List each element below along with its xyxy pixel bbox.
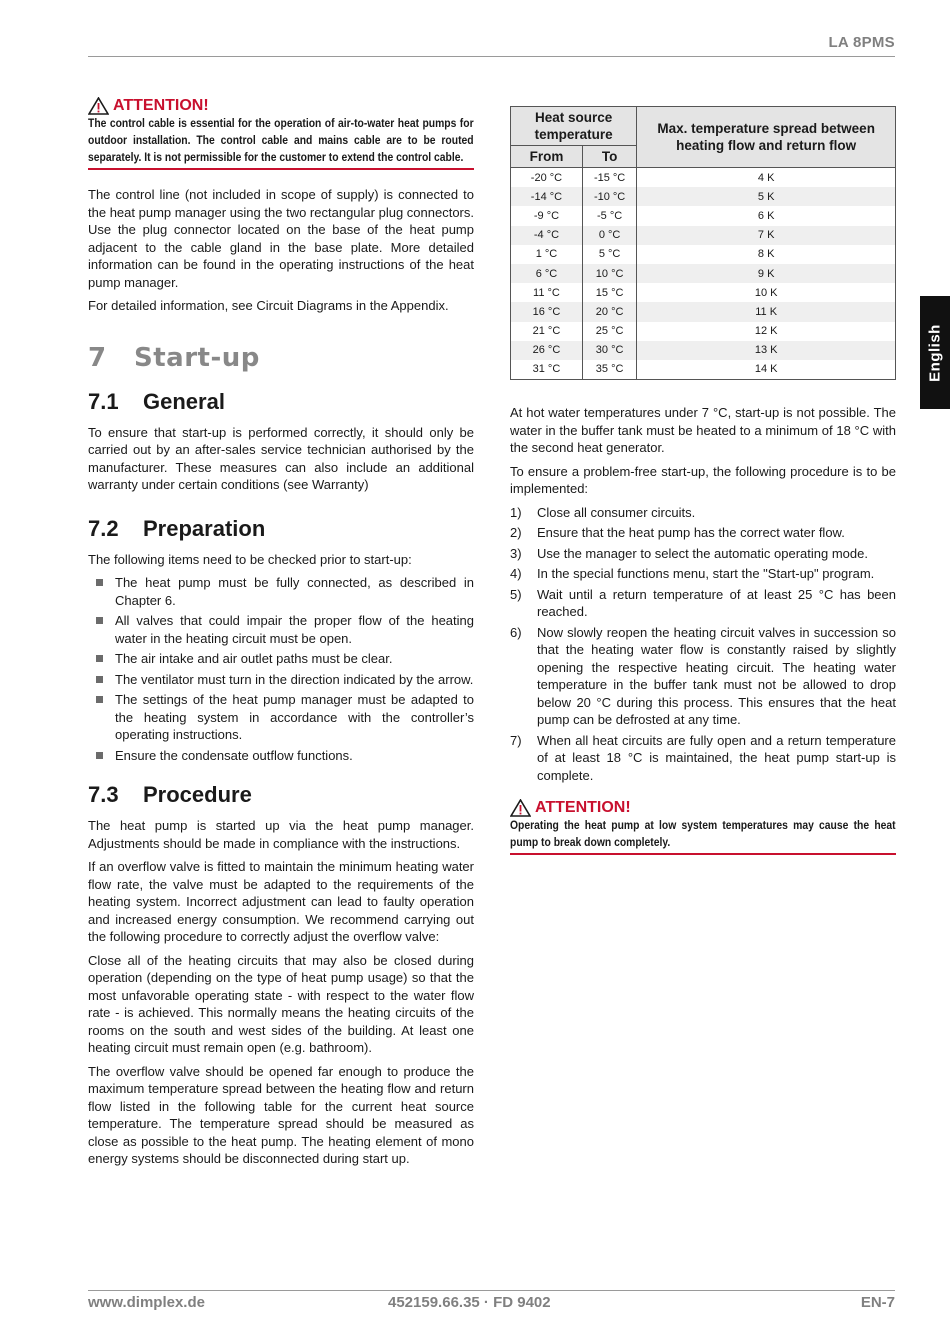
list-item-text: The air intake and air outlet paths must be clear.: [115, 651, 393, 666]
procedure-paragraph-1: The heat pump is started up via the heat pump manager. Adjustments should be made in compliance with the instructions.: [88, 818, 474, 851]
section-heading-preparation: [88, 516, 474, 542]
list-item-text: The heat pump must be fully connected, as described in Chapter 6.: [115, 575, 474, 608]
section-title: Preparation: [143, 515, 266, 541]
attention-box-cable: [88, 96, 474, 170]
list-item: [510, 524, 896, 542]
list-item-text: All valves that could impair the proper flow of the heating water in the heating circuit must be open.: [115, 613, 474, 646]
step-text: Ensure that the heat pump has the correct water flow.: [537, 525, 845, 541]
list-item-text: Ensure the condensate outflow functions.: [115, 747, 353, 763]
table-cell: 1 °C: [511, 245, 583, 264]
table-cell: 30 °C: [582, 341, 636, 360]
attention-title: ATTENTION!: [535, 799, 631, 817]
warning-triangle-icon: [510, 799, 531, 817]
chapter-title: Start-up: [134, 342, 260, 373]
attention-rule: [88, 168, 474, 170]
chapter-heading: [88, 343, 474, 373]
table-row: [511, 360, 896, 380]
step-text: Close all consumer circuits.: [537, 504, 696, 520]
table-header-to: To: [582, 146, 636, 168]
step-text: Wait until a return temperature of at least 25 °C has been reached.: [537, 586, 896, 620]
header-model: LA 8PMS: [828, 34, 895, 51]
table-cell: 6 K: [637, 206, 896, 225]
header-rule: [88, 56, 895, 57]
table-row: [511, 322, 896, 341]
table-row: [511, 187, 896, 206]
table-cell: 25 °C: [582, 322, 636, 341]
attention-rule: [510, 853, 896, 855]
table-cell: 31 °C: [511, 360, 583, 380]
attention-heading: [88, 96, 474, 116]
table-cell: 5 °C: [582, 245, 636, 264]
table-cell: 13 K: [637, 341, 896, 360]
left-column: [88, 96, 474, 1174]
step-text: In the special functions menu, start the "Start-up" program.: [537, 566, 875, 582]
bullet-square-icon: [96, 655, 103, 662]
step-number: 2): [510, 525, 522, 541]
attention-title: ATTENTION!: [113, 97, 209, 114]
table-row: [511, 283, 896, 302]
procedure-paragraph-3: Close all of the heating circuits that may also be closed during operation (depending on the type of heat pump usage) so that the most unfavorable operating state - with respect to the water flow rate - is achieved. This normally means the heating circuits of the rooms on the south and west sides of the building. At least one heating circuit must remain open (e.g. bathroom).: [88, 952, 474, 1055]
list-item: [510, 545, 896, 563]
table-row: [511, 341, 896, 360]
procedure-paragraph-4: The overflow valve should be opened far enough to produce the maximum temperature spread between the heating flow and return flow listed in the following table for the current heat source temperature. The temperature spread should be measured as close as possible to the heat pump. The heating element of mono energy systems should be disconnected during start up.: [88, 1063, 474, 1166]
table-row: [511, 264, 896, 283]
preparation-intro: The following items need to be checked prior to start-up:: [88, 551, 412, 567]
table-cell: -20 °C: [511, 168, 583, 188]
table-cell: 21 °C: [511, 322, 583, 341]
table-cell: -14 °C: [511, 187, 583, 206]
table-row: [511, 168, 896, 188]
table-cell: 0 °C: [582, 226, 636, 245]
section-number: 7.3: [88, 782, 119, 807]
table-cell: 35 °C: [582, 360, 636, 380]
table-cell: 11 K: [637, 302, 896, 321]
list-item: [510, 504, 896, 522]
bullet-square-icon: [96, 696, 103, 703]
list-item: [510, 565, 896, 583]
chapter-number: 7: [88, 342, 107, 373]
intro-paragraph-2: For detailed information, see Circuit Diagrams in the Appendix.: [88, 298, 449, 313]
step-number: 5): [510, 586, 522, 602]
table-cell: -5 °C: [582, 206, 636, 225]
section-heading-general: [88, 389, 474, 415]
section-title: Procedure: [143, 782, 252, 807]
bullet-square-icon: [96, 752, 103, 759]
attention-box-low-temp: [510, 798, 896, 855]
table-cell: 10 K: [637, 283, 896, 302]
footer-doc-number: 452159.66.35 · FD 9402: [388, 1294, 551, 1311]
intro-paragraph-1: The control line (not included in scope of supply) is connected to the heat pump manager using the two rectangular plug connectors. Use the plug connector located on the base of the heat pump adjacent to the cable gland in the base plate. More detailed information can be found in the operating instructions of the heat pump manager.: [88, 187, 474, 290]
list-item: [88, 671, 474, 689]
table-cell: 11 °C: [511, 283, 583, 302]
table-cell: 15 °C: [582, 283, 636, 302]
table-cell: -9 °C: [511, 206, 583, 225]
table-cell: 5 K: [637, 187, 896, 206]
procedure-intro-paragraph: To ensure a problem-free start-up, the following procedure is to be implemented:: [510, 463, 896, 497]
table-cell: 26 °C: [511, 341, 583, 360]
attention-heading: [510, 798, 896, 818]
step-text: Use the manager to select the automatic operating mode.: [537, 545, 868, 561]
bullet-square-icon: [96, 676, 103, 683]
table-cell: -10 °C: [582, 187, 636, 206]
table-header-spread: Max. temperature spread between heating flow and return flow: [637, 107, 896, 168]
right-column: [510, 106, 896, 871]
table-cell: 20 °C: [582, 302, 636, 321]
list-item: [88, 747, 474, 765]
table-cell: -4 °C: [511, 226, 583, 245]
table-cell: 8 K: [637, 245, 896, 264]
table-row: [511, 302, 896, 321]
step-text: Now slowly reopen the heating circuit valves in succession so that the heating water flow is constantly raised by slightly opening the respective heating circuit. The heating water temperature in the buffer tank must not be allowed to drop below 20 °C during this process. This ensures that the heat pump can be defrosted at any time.: [537, 624, 896, 728]
table-cell: 9 K: [637, 264, 896, 283]
list-item: [510, 732, 896, 785]
list-item: [88, 650, 474, 668]
step-number: 4): [510, 566, 522, 582]
list-item-text: The settings of the heat pump manager must be adapted to the heating system in accordance with the controller’s operating instructions.: [115, 692, 474, 742]
step-number: 1): [510, 504, 522, 520]
step-text: When all heat circuits are fully open and a return temperature of at least 18 °C is maintained, the heat pump start-up is complete.: [537, 732, 896, 783]
table-cell: 6 °C: [511, 264, 583, 283]
table-cell: 12 K: [637, 322, 896, 341]
list-item-text: The ventilator must turn in the direction indicated by the arrow.: [115, 671, 474, 687]
section-number: 7.1: [88, 388, 119, 414]
bullet-square-icon: [96, 579, 103, 586]
hot-water-paragraph: At hot water temperatures under 7 °C, start-up is not possible. The water in the buffer tank must be heated to a minimum of 18 °C with the second heat generator.: [510, 405, 896, 456]
list-item: [510, 624, 896, 729]
table-row: [511, 226, 896, 245]
temperature-spread-table: [510, 106, 896, 380]
language-tab: [920, 296, 950, 409]
table-cell: 7 K: [637, 226, 896, 245]
list-item: [88, 574, 474, 609]
table-header-from: From: [511, 146, 583, 168]
warning-triangle-icon: [88, 97, 109, 115]
bullet-square-icon: [96, 617, 103, 624]
footer-website-link[interactable]: www.dimplex.de: [88, 1294, 205, 1311]
list-item: [88, 612, 474, 647]
table-cell: -15 °C: [582, 168, 636, 188]
section-number: 7.2: [88, 515, 119, 541]
list-item: [88, 691, 474, 744]
general-paragraph: To ensure that start-up is performed correctly, it should only be carried out by an after-sales service technician authorised by the manufacturer. These measures can also include an additional warranty under certain conditions (see Warranty): [88, 424, 474, 492]
attention-text: The control cable is essential for the operation of air-to-water heat pumps for outdoor installation. The control cable and mains cable are to be routed separately. It is not permissible for the customer to extend the control cable.: [88, 118, 474, 164]
table-header-source: Heat source temperature: [511, 107, 637, 146]
table-cell: 14 K: [637, 360, 896, 380]
list-item: [510, 586, 896, 621]
table-row: [511, 245, 896, 264]
step-number: 6): [510, 624, 522, 640]
step-number: 7): [510, 732, 522, 748]
table-cell: 16 °C: [511, 302, 583, 321]
section-heading-procedure: [88, 782, 474, 808]
preparation-checklist: [88, 574, 474, 764]
footer-rule: [88, 1290, 895, 1291]
attention-text: Operating the heat pump at low system temperatures may cause the heat pump to break down completely.: [510, 820, 896, 850]
language-tab-label: English: [926, 323, 944, 382]
section-title: General: [143, 388, 225, 414]
table-cell: 4 K: [637, 168, 896, 188]
footer-page-number: EN-7: [860, 1294, 895, 1311]
startup-steps: [510, 504, 896, 785]
table-cell: 10 °C: [582, 264, 636, 283]
procedure-paragraph-2: If an overflow valve is fitted to maintain the minimum heating water flow rate, the valve must be adapted to the requirements of the heating system. Incorrect adjustment can lead to faulty operation and increased energy consumption. We recommend carrying out the following procedure to correctly adjust the overflow valve:: [88, 859, 474, 944]
step-number: 3): [510, 545, 522, 561]
table-row: [511, 206, 896, 225]
